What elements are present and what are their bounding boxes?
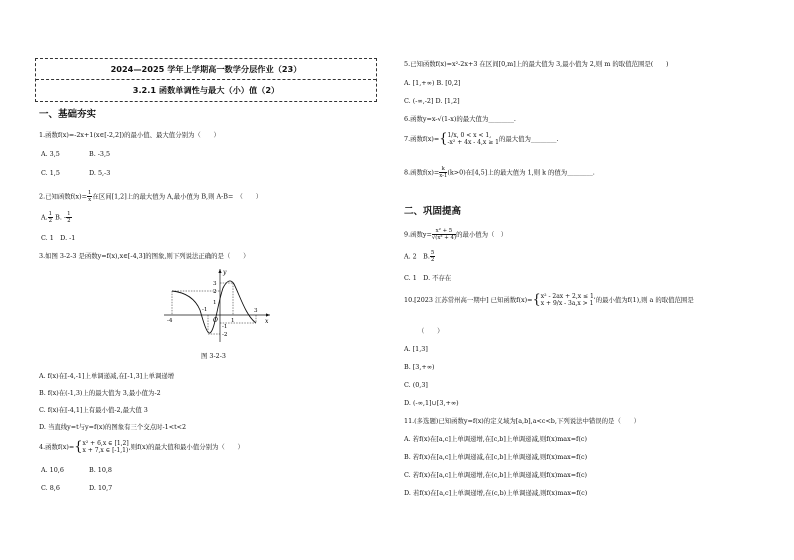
- q10-case-2: x + 9/x - 3a,x > 1: [540, 300, 594, 307]
- q9-option-b-frac: [430, 250, 435, 263]
- q9-b-num: 5: [430, 250, 435, 256]
- q9-option-ab-label: A. 2 B.: [404, 252, 430, 261]
- tick-label-x-1: 1: [231, 318, 235, 324]
- tick-label-x-3: 3: [254, 308, 258, 314]
- q10-head: 10.[2023 江苏常州高一期中] 已知函数f(x)=: [404, 296, 533, 304]
- q8-num: k: [439, 166, 447, 173]
- question-3: 3.如图 3-2-3 是函数y=f(x),x∈[-4,3]的图象,则下列说法正确的是（ ）: [39, 252, 250, 260]
- tick-label-y-minus1: -1: [222, 324, 228, 330]
- q9-tail: 的最小值为（ ）: [456, 230, 508, 239]
- q4-piecewise: [82, 440, 128, 454]
- tick-label-x-minus4: -4: [167, 318, 173, 324]
- q3-option-d[interactable]: D. 当直线y=t与y=f(x)的图象有三个交点时-1<t<2: [39, 423, 187, 431]
- tick-label-y-minus2: -2: [222, 332, 228, 338]
- origin-label: O: [213, 317, 218, 324]
- q10-answer-paren: （ ）: [418, 327, 444, 335]
- q4-case-2: x + 7,x ∈ [-1,1): [82, 447, 129, 454]
- q9-fraction: [432, 228, 456, 241]
- q4-case-1: x² + 6,x ∈ [1,2]: [82, 440, 129, 447]
- q4-option-c[interactable]: C. 8,6: [41, 484, 60, 492]
- q7-case-1: 1/x, 0 < x < 1,: [447, 132, 492, 139]
- tick-label-y-2: 2: [213, 289, 217, 295]
- q4-brace: {: [74, 439, 83, 455]
- tick-label-y-1: 1: [213, 300, 217, 306]
- q7-brace: {: [439, 131, 448, 147]
- q8-tail: (k>0)在[4,5]上的最大值为 1,则 k 的值为________.: [447, 168, 595, 177]
- q3-option-c[interactable]: C. f(x)在[-4,1]上有最小值-2,最大值 3: [39, 406, 148, 414]
- q1-option-d[interactable]: D. 5,-3: [89, 169, 111, 177]
- q5-options-cd[interactable]: C. (-∞,-2] D. [1,2]: [404, 97, 460, 105]
- q9-den: √(x² + 4): [431, 235, 457, 241]
- q2-options-cd[interactable]: C. 1 D. -1: [41, 234, 76, 242]
- q8-head: 8.函数f(x)=: [404, 168, 440, 177]
- q2-a-den: 2: [48, 218, 53, 224]
- q4-option-b[interactable]: B. 10,8: [89, 466, 112, 474]
- q11-option-b[interactable]: B. 若f(x)在[a,c]上单调递减,在[c,b]上单调递减,则f(x)max=f(c): [404, 453, 588, 461]
- q7-piecewise: [447, 132, 498, 146]
- question-10: [404, 293, 694, 311]
- q2-b-num: 1: [67, 211, 71, 217]
- q2-option-a-label: A.: [41, 213, 48, 222]
- q2-a-num: 1: [48, 211, 53, 217]
- q9-options-cd[interactable]: C. 1 D. 不存在: [404, 274, 452, 282]
- q3-option-b[interactable]: B. f(x)在(-1,3)上的最大值为 3,最小值为-2: [39, 389, 161, 397]
- q2-tail: 在区间[1,2]上的最大值为 A,最小值为 B,则 A-B= （ ）: [92, 192, 263, 201]
- q10-option-d[interactable]: D. (-∞,1]∪[3,+∞): [404, 399, 459, 407]
- q4-tail: ,则f(x)的最大值和最小值分别为（ ）: [128, 443, 244, 451]
- q10-piecewise: [541, 293, 596, 307]
- q10-tail: 的最小值为f(1),则 a 的取值范围是: [595, 296, 694, 304]
- q2-option-a-frac: [48, 211, 53, 224]
- q2-option-b-label: B. -: [55, 213, 67, 222]
- q11-option-d[interactable]: D. 若f(x)在[a,c]上单调递增,在(c,b)上单调递减,则f(x)max=f(c): [404, 489, 588, 497]
- q9-b-den: 2: [430, 257, 435, 263]
- tick-label-y-3: 3: [213, 281, 217, 287]
- q9-head: 9.函数y=: [404, 230, 432, 239]
- q2-head: 2.已知函数f(x)=: [39, 192, 87, 201]
- section-heading-basics: 一、基础夯实: [39, 109, 97, 120]
- q7-head: 7.函数f(x)=: [404, 135, 440, 143]
- function-graph-figure: [162, 266, 274, 344]
- question-7: [404, 132, 559, 150]
- question-5: 5.已知函数f(x)=x²-2x+3 在区间[0,m]上的最大值为 3,最小值为 2,则 m 的取值范围是( ): [404, 60, 669, 68]
- q2-frac-den: x: [88, 197, 92, 203]
- q10-option-a[interactable]: A. [1,3]: [404, 345, 428, 353]
- question-11: 11.(多选题)已知函数y=f(x)的定义域为[a,b],a<c<b,下列说法中错误的是（ ）: [404, 417, 641, 425]
- q10-case-1: x² - 2ax + 2,x ≤ 1,: [540, 293, 596, 300]
- section-heading-consolidation: 二、巩固提高: [404, 206, 462, 217]
- q2-b-den: 2: [67, 218, 71, 224]
- question-1: 1.函数f(x)=-2x+1(x∈[-2,2])的最小值、最大值分别为（ ）: [39, 131, 220, 139]
- q2-option-b-frac: [66, 211, 71, 224]
- question-8: [404, 166, 595, 179]
- q1-option-a[interactable]: A. 3,5: [41, 150, 60, 158]
- worksheet-title: 2024—2025 学年上学期高一数学分层作业（23）: [110, 64, 302, 74]
- q4-head: 4.函数f(x)=: [39, 443, 75, 451]
- question-6: 6.函数y=x-√(1-x)的最大值为________.: [404, 115, 516, 123]
- title-divider: [36, 79, 376, 80]
- q7-case-2: -x² + 4x - 4,x ≥ 1: [447, 139, 499, 146]
- axis-label-x: x: [265, 318, 269, 325]
- q5-options-ab[interactable]: A. [1,+∞) B. [0,2]: [404, 79, 461, 87]
- q4-option-d[interactable]: D. 10,7: [89, 484, 113, 492]
- q8-den: x-1: [439, 173, 448, 179]
- q2-options-ab[interactable]: [41, 211, 72, 224]
- figure-caption: 图 3-2-3: [201, 352, 226, 360]
- q10-option-c[interactable]: C. (0,3]: [404, 381, 428, 389]
- q2-frac-num: 1: [87, 190, 92, 196]
- q10-brace: {: [532, 292, 541, 308]
- axis-label-y: y: [223, 269, 227, 276]
- worksheet-subtitle: 3.2.1 函数单调性与最大（小）值（2）: [132, 85, 280, 95]
- y-axis-arrow: [218, 269, 221, 273]
- q9-options-ab[interactable]: [404, 250, 435, 263]
- q4-option-a[interactable]: A. 10,6: [41, 466, 64, 474]
- question-9: [404, 228, 507, 241]
- q7-tail: 的最大值为________.: [498, 135, 559, 143]
- q10-option-b[interactable]: B. [3,+∞): [404, 363, 435, 371]
- q9-num: x² + 5: [432, 228, 456, 235]
- title-box: [35, 58, 377, 102]
- q1-option-c[interactable]: C. 1,5: [41, 169, 60, 177]
- tick-label-x-minus1: -1: [202, 307, 208, 313]
- x-axis-arrow: [266, 313, 270, 316]
- question-4: [39, 440, 244, 456]
- q3-option-a[interactable]: A. f(x)在[-4,-1]上单调递减,在[-1,3]上单调递增: [39, 372, 175, 380]
- q1-option-b[interactable]: B. -3,5: [89, 150, 111, 158]
- q11-option-c[interactable]: C. 若f(x)在[a,c]上单调递增,在(c,b]上单调递减,则f(x)max=f(c): [404, 471, 588, 479]
- question-2: [39, 190, 262, 203]
- q11-option-a[interactable]: A. 若f(x)在[a,c]上单调递增,在[c,b]上单调递减,则f(x)max=f(c): [404, 435, 587, 443]
